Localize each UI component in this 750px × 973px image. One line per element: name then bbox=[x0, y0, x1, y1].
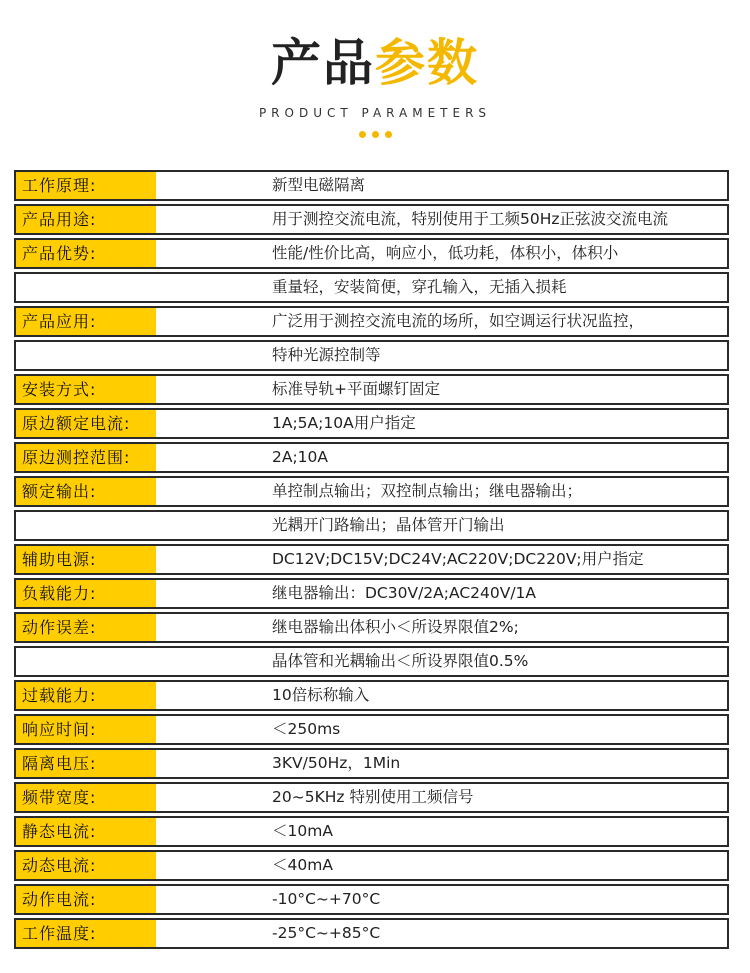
row-label: 过载能力: bbox=[16, 682, 156, 709]
row-label: 安装方式: bbox=[16, 376, 156, 403]
table-row bbox=[14, 612, 729, 643]
table-row bbox=[14, 476, 729, 507]
dot-icon bbox=[372, 131, 379, 138]
table-row bbox=[14, 340, 729, 371]
row-label: 产品优势: bbox=[16, 240, 156, 267]
row-label: 隔离电压: bbox=[16, 750, 156, 777]
row-value: 重量轻，安装简便，穿孔输入，无插入损耗 bbox=[272, 278, 567, 296]
row-value: ＜250ms bbox=[272, 720, 341, 738]
row-label: 动态电流: bbox=[16, 852, 156, 879]
row-label: 动作电流: bbox=[16, 886, 156, 913]
dot-icon bbox=[385, 131, 392, 138]
table-row bbox=[14, 442, 729, 473]
row-label: 原边测控范围: bbox=[16, 444, 156, 471]
row-label bbox=[16, 342, 156, 369]
table-row bbox=[14, 238, 729, 269]
row-value: 3KV/50Hz，1Min bbox=[272, 754, 401, 772]
row-label: 辅助电源: bbox=[16, 546, 156, 573]
table-row bbox=[14, 918, 729, 949]
row-value: 光耦开门路输出；晶体管开门输出 bbox=[272, 516, 505, 534]
row-label bbox=[16, 274, 156, 301]
row-value: DC12V;DC15V;DC24V;AC220V;DC220V;用户指定 bbox=[272, 550, 644, 568]
table-row bbox=[14, 646, 729, 677]
table-row bbox=[14, 204, 729, 235]
row-value: -10°C~+70°C bbox=[272, 890, 381, 908]
decorative-dots bbox=[0, 131, 750, 138]
row-value: 10倍标称输入 bbox=[272, 686, 370, 704]
header bbox=[0, 0, 750, 160]
row-value: 特种光源控制等 bbox=[272, 346, 381, 364]
table-row bbox=[14, 306, 729, 337]
table-row bbox=[14, 578, 729, 609]
title-part-2: 参数 bbox=[375, 34, 479, 92]
table-row bbox=[14, 714, 729, 745]
row-value: 性能/性价比高，响应小，低功耗，体积小，体积小 bbox=[272, 244, 619, 262]
table-row bbox=[14, 544, 729, 575]
row-label: 原边额定电流: bbox=[16, 410, 156, 437]
title-part-1: 产品 bbox=[271, 34, 375, 92]
row-value: 2A;10A bbox=[272, 448, 329, 466]
table-row bbox=[14, 374, 729, 405]
table-row bbox=[14, 510, 729, 541]
row-label: 负载能力: bbox=[16, 580, 156, 607]
row-label: 频带宽度: bbox=[16, 784, 156, 811]
row-label bbox=[16, 648, 156, 675]
table-row bbox=[14, 850, 729, 881]
row-label: 动作误差: bbox=[16, 614, 156, 641]
row-label: 工作温度: bbox=[16, 920, 156, 947]
row-value: ＜10mA bbox=[272, 822, 333, 840]
table-row bbox=[14, 816, 729, 847]
row-label: 产品应用: bbox=[16, 308, 156, 335]
row-value: 晶体管和光耦输出＜所设界限值0.5% bbox=[272, 652, 529, 670]
row-label: 产品用途: bbox=[16, 206, 156, 233]
row-label: 额定输出: bbox=[16, 478, 156, 505]
row-value: 继电器输出体积小＜所设界限值2%; bbox=[272, 618, 519, 636]
row-label: 响应时间: bbox=[16, 716, 156, 743]
row-value: -25°C~+85°C bbox=[272, 924, 381, 942]
row-value: 广泛用于测控交流电流的场所，如空调运行状况监控， bbox=[272, 312, 645, 330]
table-row bbox=[14, 782, 729, 813]
table-row bbox=[14, 680, 729, 711]
row-label: 工作原理: bbox=[16, 172, 156, 199]
page-title bbox=[0, 28, 750, 98]
row-value: 1A;5A;10A用户指定 bbox=[272, 414, 416, 432]
row-value: 单控制点输出；双控制点输出；继电器输出； bbox=[272, 482, 583, 500]
page-subtitle: PRODUCT PARAMETERS bbox=[258, 106, 492, 120]
row-value: 20~5KHz 特别使用工频信号 bbox=[272, 788, 474, 806]
row-value: 继电器输出：DC30V/2A;AC240V/1A bbox=[272, 584, 537, 602]
table-row bbox=[14, 272, 729, 303]
row-value: 标准导轨+平面螺钉固定 bbox=[272, 380, 440, 398]
table-row bbox=[14, 408, 729, 439]
parameters-table bbox=[14, 170, 729, 952]
table-row bbox=[14, 884, 729, 915]
table-row bbox=[14, 748, 729, 779]
row-label bbox=[16, 512, 156, 539]
table-row bbox=[14, 170, 729, 201]
row-value: 新型电磁隔离 bbox=[272, 176, 366, 194]
row-label: 静态电流: bbox=[16, 818, 156, 845]
row-value: 用于测控交流电流，特别使用于工频50Hz正弦波交流电流 bbox=[272, 210, 669, 228]
dot-icon bbox=[359, 131, 366, 138]
row-value: ＜40mA bbox=[272, 856, 333, 874]
